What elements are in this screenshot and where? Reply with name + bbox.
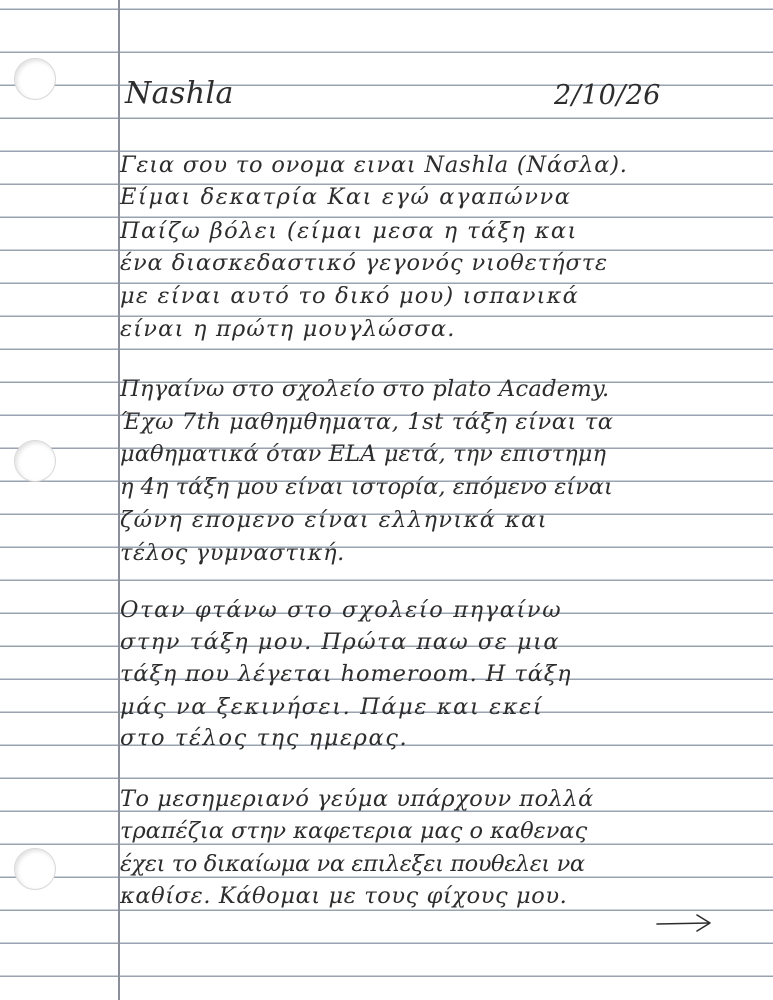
text-line: είναι η πρώτη μουγλώσσα. <box>120 316 456 342</box>
text-line: τέλος γυμναστική. <box>120 540 345 566</box>
text-line: Έχω 7th μαθημθηματα, 1st τάξη είναι τα <box>120 409 614 435</box>
text-line: Πηγαίνω στο σχολείο στο plato Academy. <box>120 376 610 402</box>
text-line: Παίζω βόλει (είμαι μεσα η τάξη και <box>120 218 578 244</box>
text-line: μαθηματικά όταν ELA μετά, την επιστημη <box>120 441 607 467</box>
binder-hole <box>14 440 56 482</box>
text-line: ένα διασκεδαστικό γεγονός νιοθετήστε <box>120 250 609 276</box>
text-line: έχει το δικαίωμα να επιλεξει πουθελει να <box>120 851 585 877</box>
binder-hole <box>14 58 56 100</box>
text-line: με είναι αυτό το δικό μου) ισπανικά <box>120 283 579 309</box>
text-line: Το μεσημεριανό γεύμα υπάρχουν πολλά <box>120 786 594 812</box>
text-line: στο τέλος της ημερας. <box>120 725 409 751</box>
student-name: Nashla <box>125 76 234 111</box>
text-line: μάς να ξεκινήσει. Πάμε και εκεί <box>120 694 544 720</box>
right-arrow-icon <box>655 912 715 934</box>
date: 2/10/26 <box>554 80 661 111</box>
text-line: καθίσε. Κάθομαι με τους φίχους μου. <box>120 883 568 909</box>
text-line: Είμαι δεκατρία Και εγώ αγαπώννα <box>120 184 572 210</box>
text-line: ζώνη επομενο είναι ελληνικά και <box>120 507 548 533</box>
binder-hole <box>14 848 56 890</box>
text-line: Γεια σου το ονομα ειναι Nashla (Νάσλα). <box>120 152 628 178</box>
text-line: Οταν φτάνω στο σχολείο πηγαίνω <box>120 597 563 623</box>
text-line: στην τάξη μου. Πρώτα παω σε μια <box>120 629 561 655</box>
margin-line <box>118 0 120 1000</box>
text-line: τάξη που λέγεται homeroom. Η τάξη <box>120 661 572 687</box>
text-line: τραπέζια στην καφετερια μας ο καθενας <box>120 818 588 844</box>
text-line: η 4η τάξη μου είναι ιστορία, επόμενο είναι <box>120 474 613 500</box>
